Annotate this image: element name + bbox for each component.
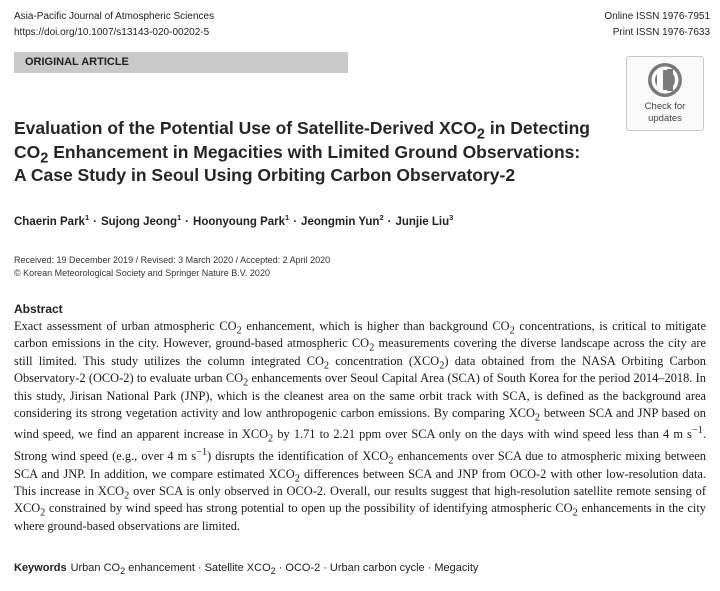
author-affiliation: 1 xyxy=(84,213,90,222)
author-separator: · xyxy=(185,215,190,228)
publication-dates xyxy=(14,254,330,280)
doi-link[interactable]: https://doi.org/10.1007/s13143-020-00202-5 xyxy=(14,27,210,38)
check-for-updates-button[interactable] xyxy=(626,56,704,131)
paper-title xyxy=(14,117,614,188)
author-affiliation: 1 xyxy=(177,213,182,222)
keyword-separator: · xyxy=(323,562,327,574)
author-separator: · xyxy=(387,215,392,228)
article-type-band: ORIGINAL ARTICLE xyxy=(14,52,348,73)
author-separator: · xyxy=(293,215,298,228)
keyword-separator: · xyxy=(427,562,432,574)
keyword-item: OCO-2 xyxy=(285,562,321,574)
author-name[interactable]: Hoonyoung Park xyxy=(193,215,286,228)
keyword-item: Megacity xyxy=(434,562,479,574)
author-separator: · xyxy=(93,215,97,228)
author-name[interactable]: Junjie Liu xyxy=(395,215,450,228)
keyword-item: Satellite $XCO_2$ xyxy=(204,562,276,577)
journal-header xyxy=(14,9,214,41)
online-issn: Online ISSN 1976-7951 xyxy=(604,11,710,22)
author-affiliation: 1 xyxy=(285,213,290,222)
title-line-3: A Case Study in Seoul Using Orbiting Carbon Observatory-2 xyxy=(14,165,516,185)
crossmark-icon xyxy=(645,60,685,100)
keyword-separator: · xyxy=(197,562,202,574)
issn-header xyxy=(604,9,710,41)
copyright-line: © Korean Meteorological Society and Springer Nature B.V. 2020 xyxy=(14,268,270,278)
abstract-heading: Abstract xyxy=(14,302,63,316)
author-affiliation: 2 xyxy=(379,213,384,222)
keyword-separator: · xyxy=(278,562,283,574)
author-name[interactable]: Jeongmin Yun xyxy=(301,215,380,228)
journal-name: Asia-Pacific Journal of Atmospheric Sciences xyxy=(14,11,215,22)
keyword-item: Urban carbon cycle xyxy=(329,562,425,574)
title-line-2: $CO_2$ Enhancement in Megacities with Limited Ground Observations: xyxy=(14,141,581,166)
badge-line-2: updates xyxy=(648,113,682,124)
received-revised-accepted: Received: 19 December 2019 / Revised: 3 March 2020 / Accepted: 2 April 2020 xyxy=(14,255,331,265)
author-list xyxy=(14,213,453,228)
keyword-list xyxy=(70,562,479,577)
abstract-text: Exact assessment of urban atmospheric $CO_2$ enhancement, which is higher than background $CO_2$ concentrations, is critical to mitigate carbon emissions in the city. However, ground-based atmospheric $CO_2$ measurements covering the diverse landscape across the city are still limited. This study utilizes the column integrated $CO_2$ concentration $(XCO_2)$ data obtained from the NASA Orbiting Carbon Observatory-2 (OCO-2) to evaluate urban $CO_2$ enhancements over Seoul Capital Area (SCA) of South Korea for the period 2014–2018. In this study, Jirisan National Park (JNP), which is the cleanest area on the same orbit track with SCA, is defined as the background area considering its strong vegetation activity and low anthropogenic carbon emissions. By comparing $XCO_2$ between SCA and JNP based on wind speed, we find an apparent increase in $XCO_2$ by 1.71 to 2.21 ppm over SCA only on the days with wind speed less than 4 m $s^{-1}$. Strong wind speed (e.g., over 4 m $s^{-1}$) disrupts the identification of $XCO_2$ enhancements over SCA due to atmospheric mixing between SCA and JNP. In addition, we compare estimated $XCO_2$ differences between SCA and JNP from OCO-2 with other low-resolution data. This increase in $XCO_2$ over SCA is only observed in OCO-2. Overall, our results suggest that high-resolution satellite remote sensing of $XCO_2$ constrained by wind speed has strong potential to open up the possibility of identifying atmospheric $CO_2$ enhancements in the city where ground-based observations are limited. xyxy=(14,319,706,533)
author-name[interactable]: Sujong Jeong xyxy=(100,215,177,228)
badge-line-1: Check for xyxy=(644,101,686,112)
keyword-item: Urban $CO_2$ enhancement xyxy=(70,562,195,577)
keywords-label: Keywords xyxy=(14,562,67,574)
keywords xyxy=(14,562,478,576)
title-line-1: Evaluation of the Potential Use of Satellite-Derived $XCO_2$ in Detecting xyxy=(14,118,590,143)
print-issn: Print ISSN 1976-7633 xyxy=(612,27,710,38)
author-affiliation: 3 xyxy=(449,213,454,222)
author-name[interactable]: Chaerin Park xyxy=(14,215,85,228)
